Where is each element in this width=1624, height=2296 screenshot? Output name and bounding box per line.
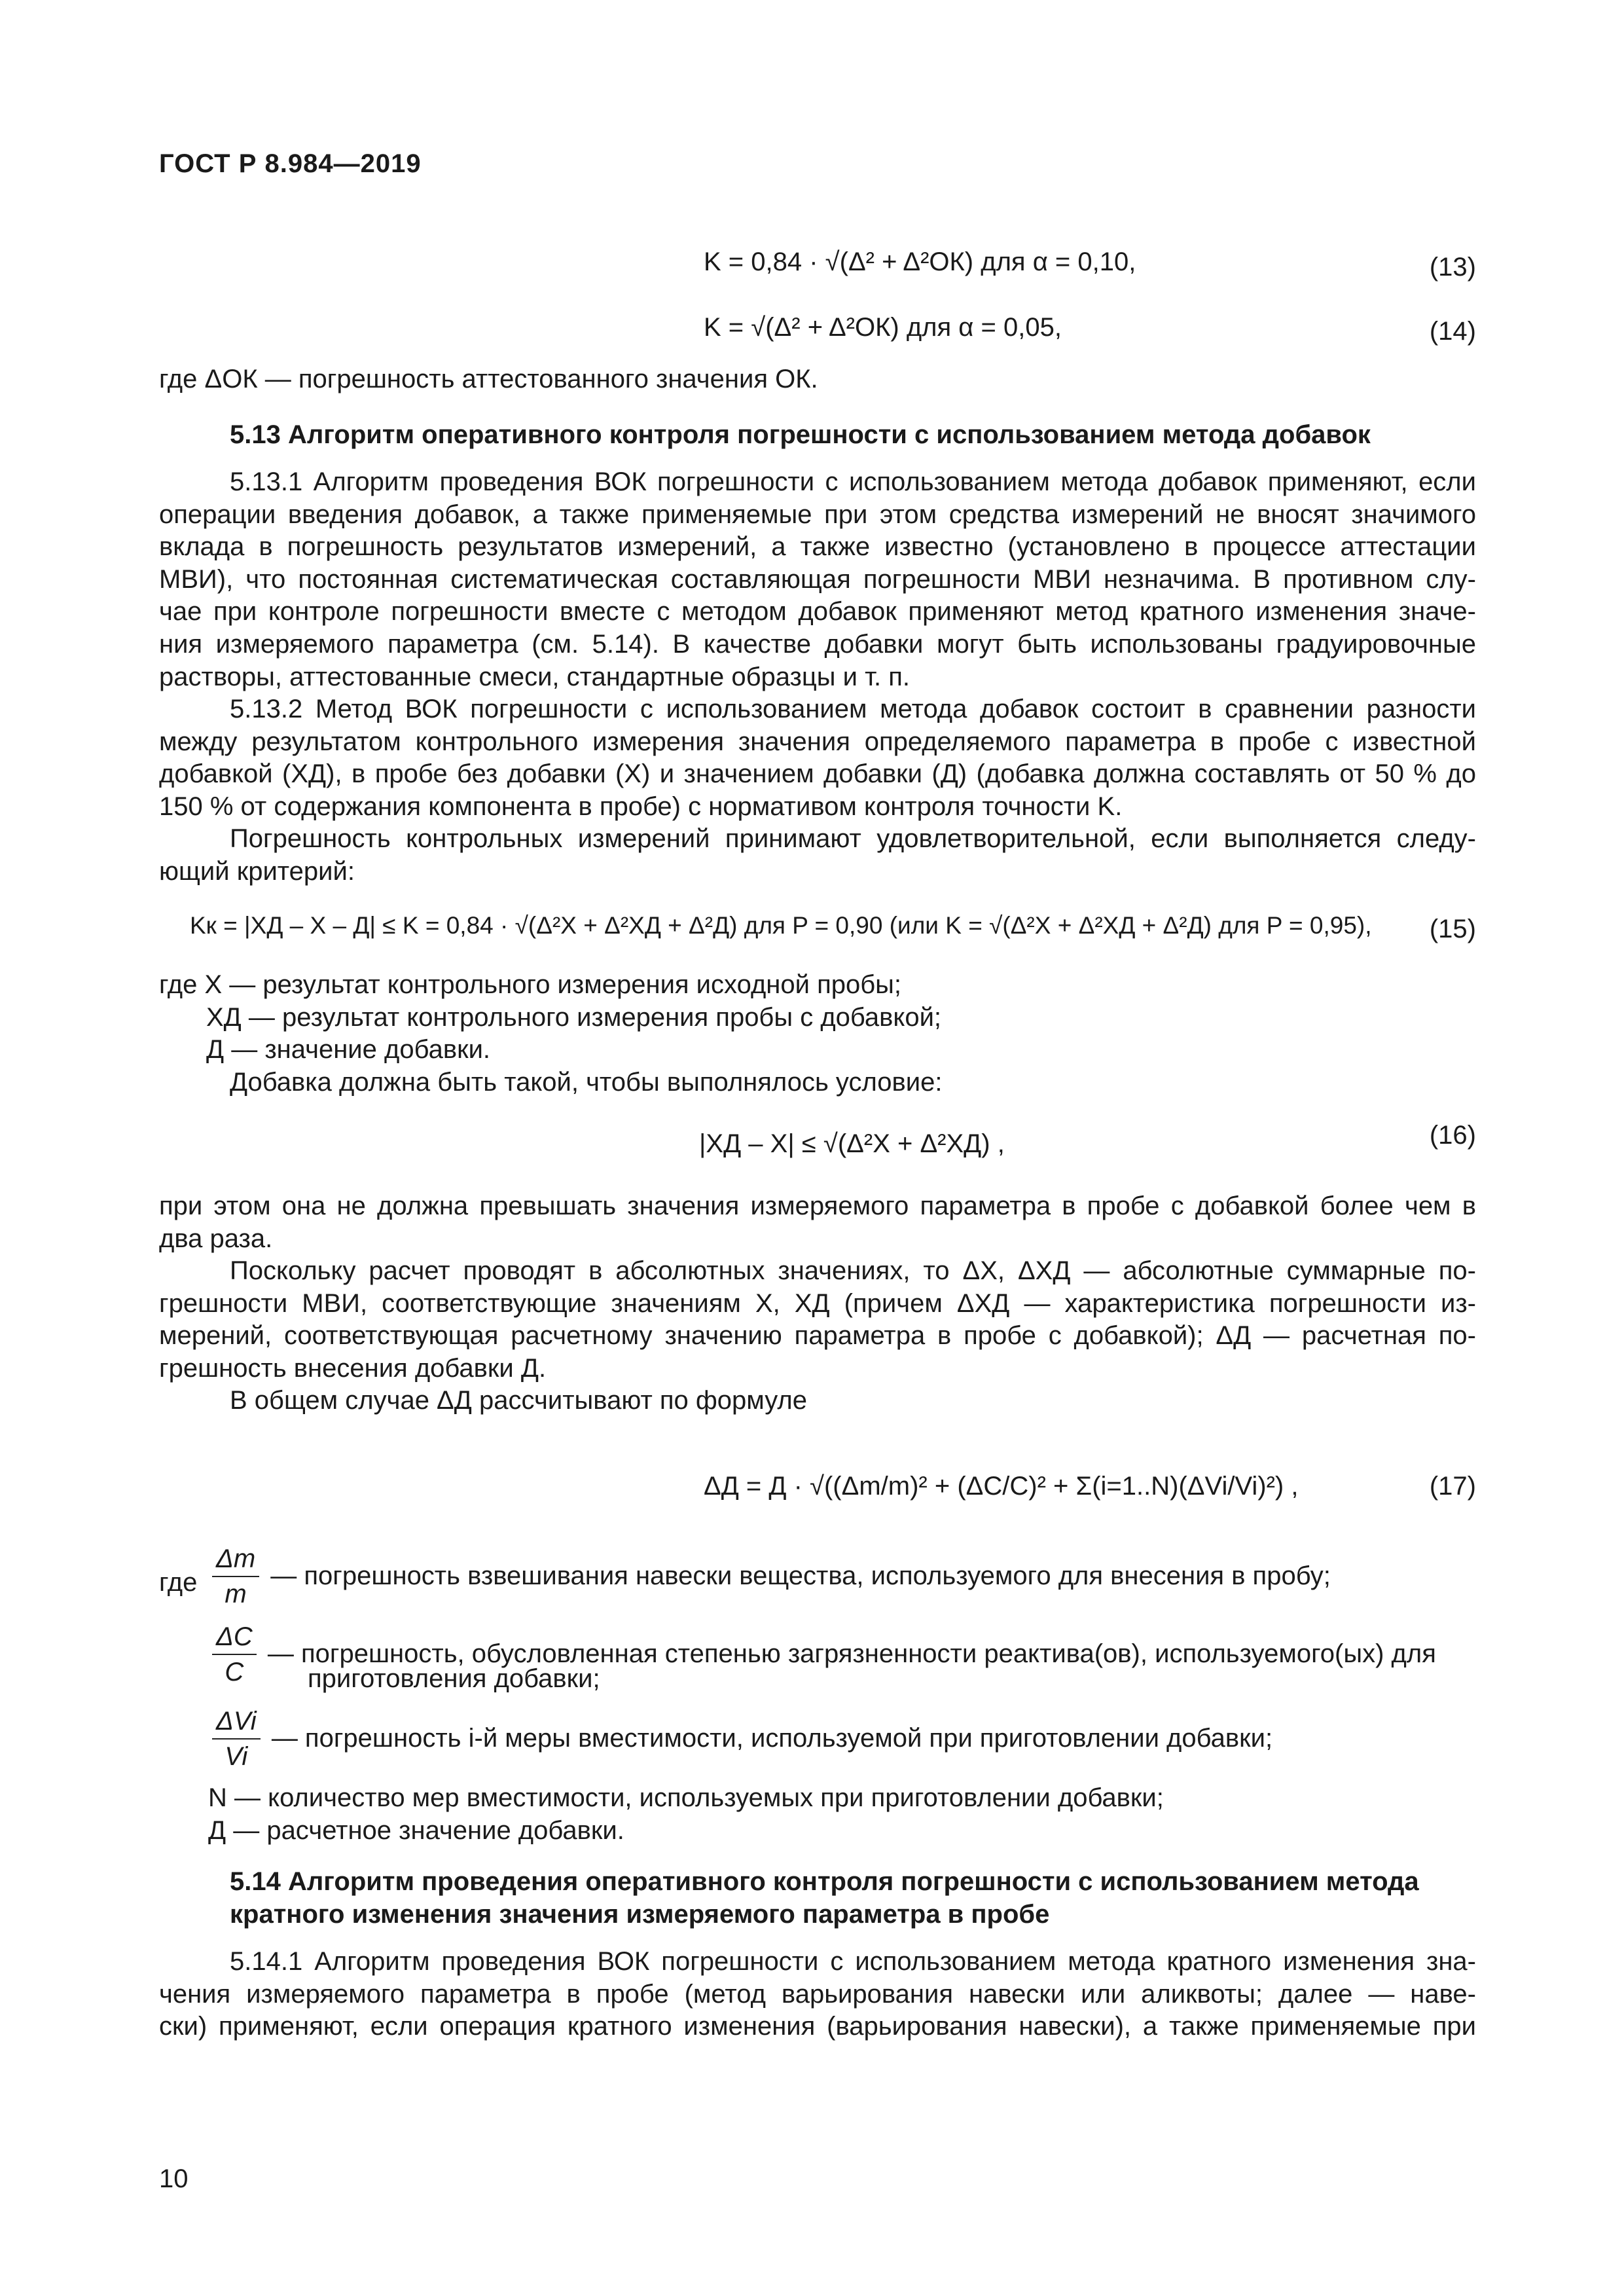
fraction-dm-m — [212, 1542, 259, 1611]
fraction-denominator: m — [225, 1580, 247, 1609]
section-5-13-heading: 5.13 Алгоритм оперативного контроля погрешности с использованием метода добавок — [230, 420, 1371, 449]
where-17-item-v — [208, 1704, 1272, 1774]
p2-line: добавкой (XД), в пробе без добавки (X) и значением добавки (Д) (добавка должна составлять от 50 % до — [159, 759, 1476, 789]
document-header: ГОСТ Р 8.984—2019 — [159, 149, 422, 178]
where-17-item-n: N — количество мер вместимости, используемых при приготовлении добавки; — [208, 1783, 1164, 1812]
formula-14 — [704, 313, 1062, 342]
fraction-numerator: Δm — [212, 1542, 259, 1577]
formula-15-number: (15) — [1429, 915, 1476, 943]
formula-17 — [704, 1472, 1298, 1501]
formula-13-text: K = 0,84 · √(Δ² + Δ²ОК) для α = 0,10, — [704, 247, 1136, 276]
formula-13 — [704, 247, 1136, 277]
section-5-14-heading — [230, 1866, 1419, 1931]
p1-line: МВИ), что постоянная систематическая составляющая погрешности МВИ незначима. В противном слу- — [159, 564, 1476, 594]
paragraph-absolute — [159, 1255, 1476, 1385]
formula-13-number: (13) — [1429, 253, 1476, 282]
where-15 — [159, 969, 942, 1099]
formula-15-text: Kк = |XД – X – Д| ≤ K = 0,84 · √(Δ²X + Δ²XД + Δ²Д) для P = 0,90 (или K = √(Δ²X + Δ²XД + Δ²Д) для P = 0,95), — [190, 912, 1372, 939]
formula-17-text: ΔД = Д · √((Δm/m)² + (ΔC/C)² + Σ(i=1..N)(ΔVi/Vi)²) , — [704, 1472, 1299, 1501]
formula-15 — [190, 912, 1372, 939]
where-delta-ok: где ΔОК — погрешность аттестованного значения ОК. — [159, 365, 818, 393]
where-17-m-text: — погрешность взвешивания навески вещества, используемого для внесения в пробу; — [270, 1561, 1331, 1591]
fraction-numerator: ΔVi — [212, 1704, 261, 1740]
fraction-numerator: ΔC — [212, 1620, 257, 1655]
p1-line: операции введения добавок, а также применяемые при этом средства измерений не вносят значимого — [159, 500, 1476, 529]
p514-line: 5.14.1 Алгоритм проведения ВОК погрешности с использованием метода кратного изменения зна- — [230, 1947, 1476, 1976]
fraction-denominator: C — [225, 1658, 244, 1686]
formula-14-text: K = √(Δ² + Δ²ОК) для α = 0,05, — [704, 313, 1062, 342]
p3-line: ющий критерий: — [159, 856, 355, 886]
where-15-xd: XД — результат контрольного измерения пробы с добавкой; — [206, 1002, 942, 1032]
p514-line: ски) применяют, если операция кратного изменения (варьирования навески), а также применяемые при — [159, 2012, 1476, 2041]
p6-line: мерений, соответствующая расчетному значению параметра в пробе с добавкой); ΔД — расчетная по- — [159, 1321, 1476, 1351]
heading-line: 5.14 Алгоритм проведения оперативного контроля погрешности с использованием метода — [230, 1867, 1419, 1896]
paragraph-5-13-1 — [159, 466, 1476, 693]
fraction-dv-v — [212, 1704, 261, 1774]
formula-16-text: |XД – X| ≤ √(Δ²X + Δ²XД) , — [699, 1129, 1005, 1158]
page-number: 10 — [159, 2164, 189, 2193]
paragraph-5-13-2 — [159, 693, 1476, 823]
heading-line: кратного изменения значения измеряемого параметра в пробе — [230, 1899, 1050, 1929]
paragraph-limit — [159, 1190, 1476, 1255]
p1-line: вклада в погрешность результатов измерений, а также известно (установлено в процессе аттестации — [159, 532, 1476, 562]
p5-line: при этом она не должна превышать значения измеряемого параметра в пробе с добавкой более чем в — [159, 1192, 1476, 1220]
where-15-x: где X — результат контрольного измерения исходной пробы; — [159, 970, 902, 999]
p1-line: ния измеряемого параметра (см. 5.14). В качестве добавки могут быть использованы градуировочные — [159, 629, 1476, 659]
p3-line: Погрешность контрольных измерений принимают удовлетворительной, если выполняется следу- — [230, 824, 1476, 853]
formula-16-number: (16) — [1429, 1121, 1476, 1150]
p6-line: Поскольку расчет проводят в абсолютных значениях, то ΔX, ΔXД — абсолютные суммарные по- — [230, 1256, 1476, 1285]
where-17-c-text: — погрешность, обусловленная степенью загрязненности реактива(ов), используемого(ых) для — [267, 1639, 1436, 1669]
p6-line: грешность внесения добавки Д. — [159, 1353, 547, 1383]
p2-line: между результатом контрольного измерения значения определяемого параметра в пробе с известной — [159, 727, 1476, 756]
p1-line: чае при контроле погрешности вместе с методом добавок применяют метод кратного изменения значе- — [159, 597, 1476, 627]
fraction-denominator: Vi — [225, 1742, 248, 1771]
formula-17-number: (17) — [1429, 1472, 1476, 1501]
formula-14-number: (14) — [1429, 317, 1476, 346]
p1-line: 5.13.1 Алгоритм проведения ВОК погрешности с использованием метода добавок применяют, если — [230, 467, 1476, 496]
p514-line: чения измеряемого параметра в пробе (метод варьирования навески или аликвоты; далее — наве- — [159, 1979, 1476, 2009]
paragraph-5-14-1 — [159, 1946, 1476, 2043]
fraction-dc-c — [212, 1620, 257, 1689]
p5-line: два раза. — [159, 1224, 273, 1253]
where-17-item-m — [208, 1542, 1331, 1611]
where-17-item-d: Д — расчетное значение добавки. — [208, 1816, 624, 1845]
p2-line: 5.13.2 Метод ВОК погрешности с использованием метода добавок состоит в сравнении разности — [230, 695, 1476, 723]
paragraph-general-case: В общем случае ΔД рассчитывают по формуле — [230, 1386, 807, 1415]
paragraph-criterion — [159, 823, 1476, 888]
where-17-c-text-continued: приготовления добавки; — [308, 1664, 600, 1693]
p1-line: растворы, аттестованные смеси, стандартные образцы и т. п. — [159, 662, 910, 691]
paragraph-condition: Добавка должна быть такой, чтобы выполнялось условие: — [230, 1067, 943, 1097]
where-17-intro: где — [159, 1568, 198, 1597]
where-17-v-text: — погрешность i-й меры вместимости, используемой при приготовлении добавки; — [271, 1724, 1273, 1753]
p6-line: грешности МВИ, соответствующие значениям X, XД (причем ΔXД — характеристика погрешности из- — [159, 1288, 1476, 1318]
p2-line: 150 % от содержания компонента в пробе) с нормативом контроля точности K. — [159, 792, 1123, 821]
formula-16 — [699, 1129, 1005, 1159]
where-15-d: Д — значение добавки. — [206, 1035, 491, 1065]
